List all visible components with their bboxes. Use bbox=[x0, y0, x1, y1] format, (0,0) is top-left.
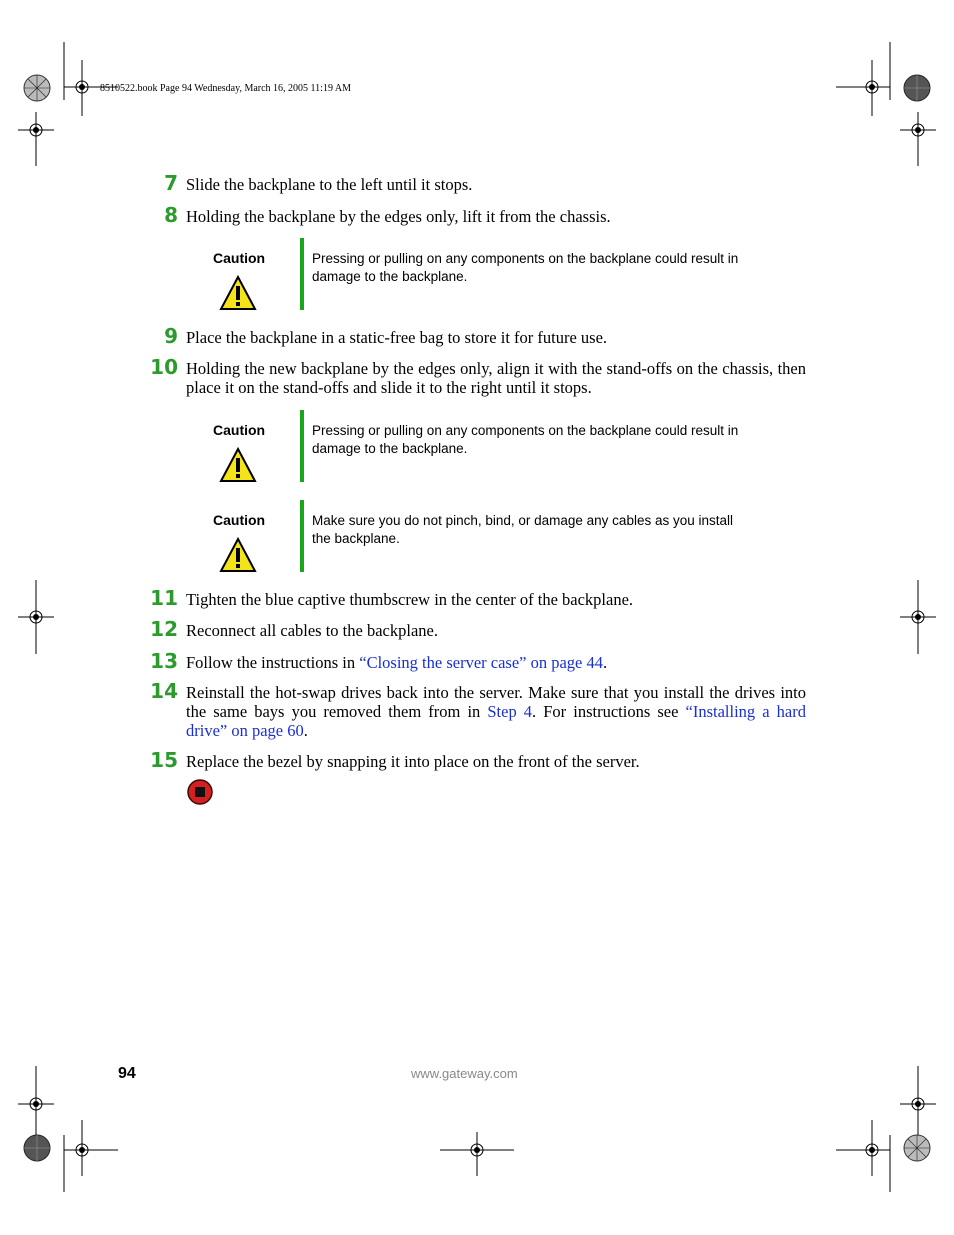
step-number: 15 bbox=[150, 748, 178, 772]
step-text: Tighten the blue captive thumbscrew in the center of the backplane. bbox=[186, 590, 634, 609]
step-text-segment: . bbox=[603, 653, 608, 672]
step-number: 10 bbox=[150, 355, 178, 379]
installing-hard-drive-link[interactable]: “Installing a hard drive” on page 60 bbox=[186, 702, 806, 740]
step-number: 14 bbox=[150, 679, 178, 703]
step-text: Holding the new backplane by the edges only, align it with the stand-offs on the chassis, then place it on the stand-offs and slide it to the right until it stops. bbox=[186, 359, 806, 397]
warning-triangle-icon bbox=[219, 447, 257, 483]
step-text: Holding the backplane by the edges only, lift it from the chassis. bbox=[186, 207, 611, 226]
stop-icon bbox=[187, 779, 213, 805]
step-text: Slide the backplane to the left until it stops. bbox=[186, 175, 473, 194]
step-number: 9 bbox=[164, 324, 178, 348]
step-number: 12 bbox=[150, 617, 178, 641]
step-text bbox=[186, 653, 806, 672]
step-number: 7 bbox=[164, 171, 178, 195]
caution-bar bbox=[300, 238, 304, 310]
step-text-segment: Reinstall the hot-swap drives back into the server. Make sure that you install the drives into the same bays you removed them from in bbox=[186, 683, 806, 721]
warning-triangle-icon bbox=[219, 275, 257, 311]
page-number: 94 bbox=[118, 1065, 136, 1082]
caution-text: Pressing or pulling on any components on the backplane could result in damage to the backplane. bbox=[312, 423, 739, 456]
caution-bar bbox=[300, 500, 304, 572]
step-text-segment: . bbox=[303, 721, 308, 740]
step-text: Reconnect all cables to the backplane. bbox=[186, 621, 438, 640]
step-4-link[interactable]: Step 4 bbox=[487, 702, 533, 721]
step-text: Place the backplane in a static-free bag to store it for future use. bbox=[186, 328, 608, 347]
step-text-segment: Follow the instructions in bbox=[186, 653, 360, 672]
warning-triangle-icon bbox=[219, 537, 257, 573]
step-number: 8 bbox=[164, 203, 178, 227]
caution-label: Caution bbox=[213, 250, 266, 266]
step-text bbox=[186, 683, 806, 740]
step-number: 13 bbox=[150, 649, 178, 673]
caution-label: Caution bbox=[213, 422, 266, 438]
caution-label: Caution bbox=[213, 512, 266, 528]
file-info-header: 8510522.book Page 94 Wednesday, March 16, 2005 11:19 AM bbox=[100, 83, 352, 94]
caution-text: Make sure you do not pinch, bind, or damage any cables as you install the backplane. bbox=[312, 513, 733, 546]
caution-text: Pressing or pulling on any components on the backplane could result in damage to the backplane. bbox=[312, 251, 739, 284]
step-text: Replace the bezel by snapping it into place on the front of the server. bbox=[186, 752, 640, 771]
step-number: 11 bbox=[150, 586, 178, 610]
footer-url: www.gateway.com bbox=[411, 1066, 518, 1081]
closing-server-case-link[interactable]: “Closing the server case” on page 44 bbox=[359, 653, 603, 672]
caution-bar bbox=[300, 410, 304, 482]
step-text-segment: . For instructions see bbox=[532, 702, 686, 721]
